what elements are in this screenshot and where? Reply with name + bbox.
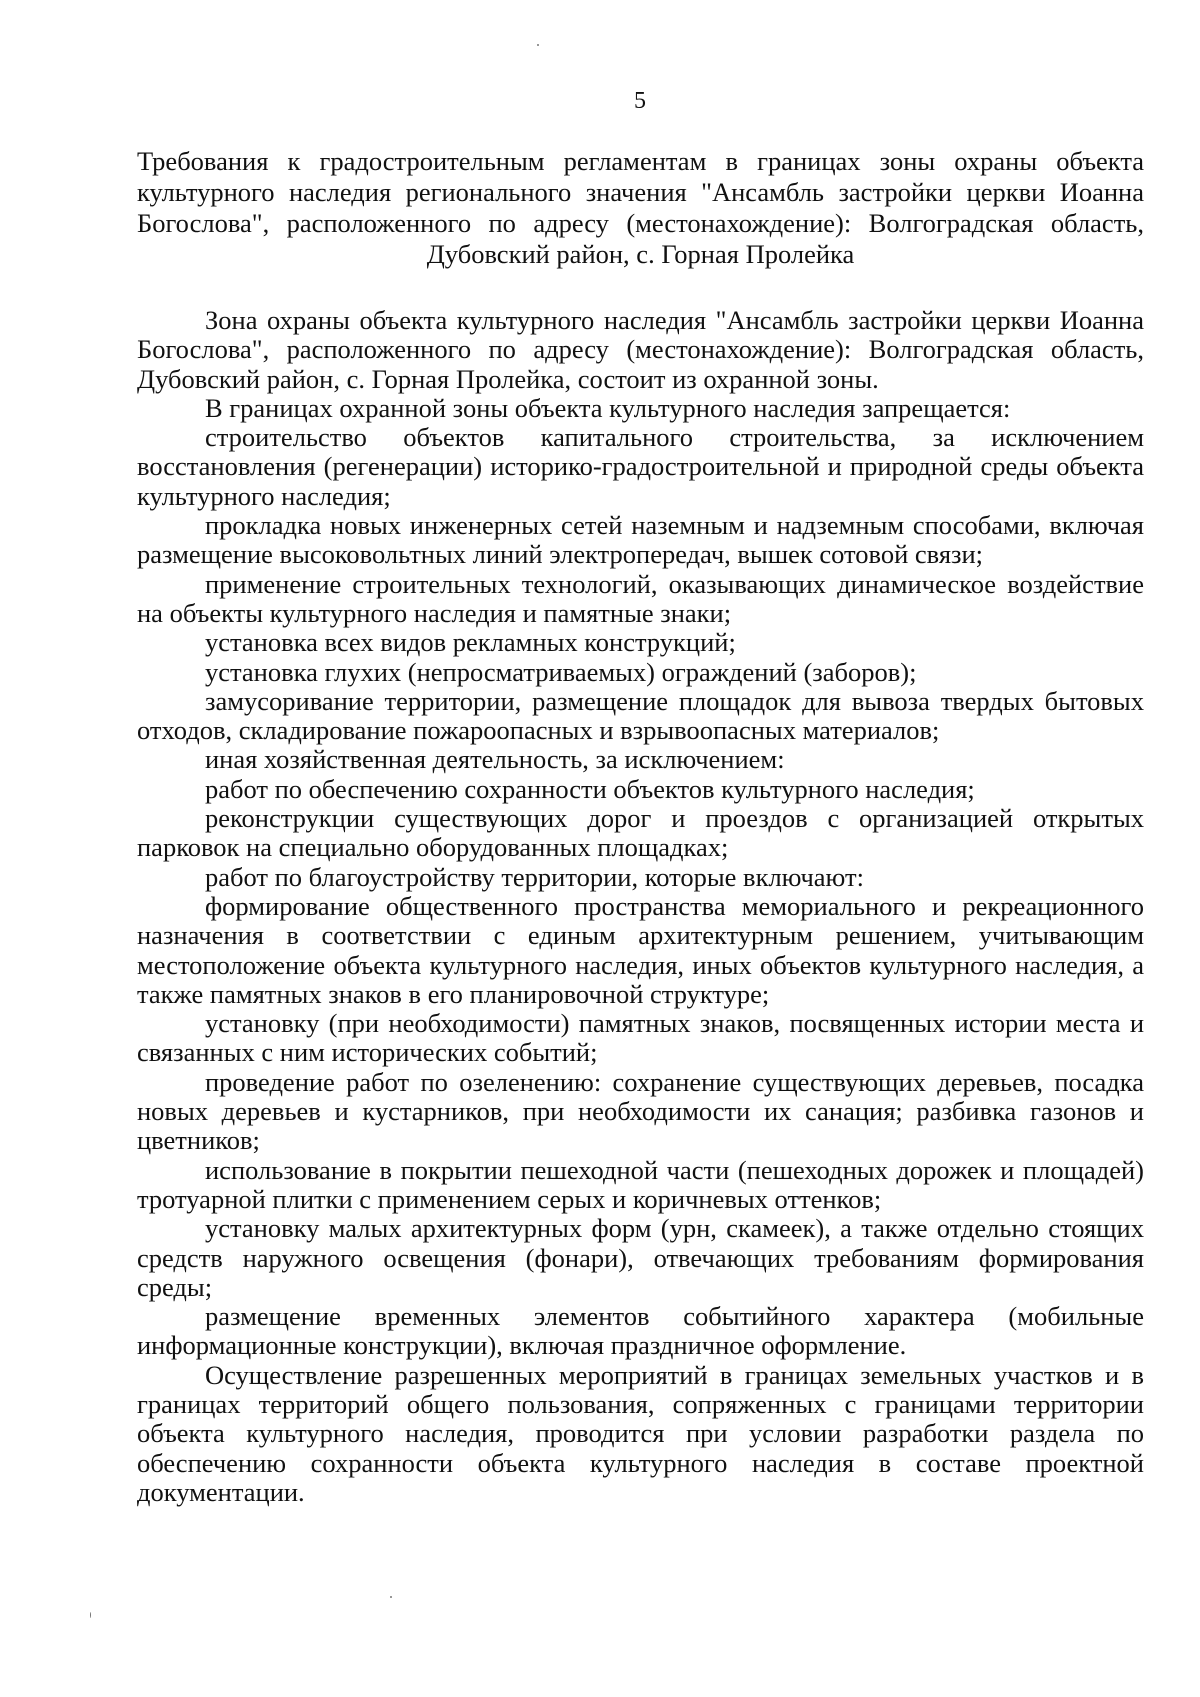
scan-speck — [537, 44, 539, 46]
paragraph-permitted-activities: Осуществление разрешенных мероприятий в границах земельных участков и в границах территорий общего пользования, сопряженных с границами территории объекта культурного наследия, проводится при условии разработки раздела по обеспечению сохранности объекта культурного наследия в составе проектной документации. — [137, 1359, 1144, 1507]
document-title-text: Требования к градостроительным регламентам в границах зоны охраны объекта культурного наследия регионального значения "Ансамбль застройки церкви Иоанна Богослова", расположенного по адресу (местонахождение): Волгоградская область, Дубовский район, с. Горная Пролейка — [137, 146, 1144, 269]
paragraph-exception-roads: реконструкции существующих дорог и проездов с организацией открытых парковок на специально оборудованных площадках; — [137, 803, 1144, 863]
scan-speck — [390, 1596, 392, 1598]
document-body — [137, 306, 1144, 1507]
paragraph-item-technologies: применение строительных технологий, оказывающих динамическое воздействие на объекты культурного наследия и памятные знаки; — [137, 568, 1144, 628]
paragraph-item-littering: замусоривание территории, размещение площадок для вывоза твердых бытовых отходов, складирование пожароопасных и взрывоопасных материалов; — [137, 685, 1144, 746]
paragraph-exception-landscaping: работ по благоустройству территории, которые включают: — [205, 861, 864, 892]
paragraph-landscaping-paving: использование в покрытии пешеходной части (пешеходных дорожек и площадей) тротуарной плитки с применением серых и коричневых оттенков; — [137, 1154, 1144, 1214]
paragraph-item-advertising: установка всех видов рекламных конструкций; — [205, 627, 736, 658]
scan-speck — [90, 1612, 91, 1618]
paragraph-item-other-activity: иная хозяйственная деятельность, за исключением: — [205, 744, 785, 775]
page-number: 5 — [634, 88, 646, 114]
paragraph-item-fences: установка глухих (непросматриваемых) ограждений (заборов); — [205, 656, 917, 687]
paragraph-exception-preservation: работ по обеспечению сохранности объектов культурного наследия; — [205, 773, 975, 804]
paragraph-prohibitions-intro: В границах охранной зоны объекта культурного наследия запрещается: — [205, 392, 1011, 423]
paragraph-item-construction: строительство объектов капитального строительства, за исключением восстановления (регенерации) историко-градостроительной и природной среды объекта культурного наследия; — [137, 422, 1144, 511]
paragraph-item-networks: прокладка новых инженерных сетей наземным и надземным способами, включая размещение высоковольтных линий электропередач, вышек сотовой связи; — [137, 510, 1144, 570]
paragraph-landscaping-public-space: формирование общественного пространства мемориального и рекреационного назначения в соответствии с единым архитектурным решением, учитывающим местоположение объекта культурного наследия, иных объектов культурного наследия, а также памятных знаков в его планировочной структуре; — [137, 890, 1144, 1009]
paragraph-landscaping-memorials: установку (при необходимости) памятных знаков, посвященных истории места и связанных с ним исторических событий; — [137, 1008, 1144, 1068]
document-title — [137, 146, 1144, 270]
paragraph-landscaping-small-forms: установку малых архитектурных форм (урн, скамеек), а также отдельно стоящих средств наружного освещения (фонари), отвечающих требованиям формирования среды; — [137, 1213, 1144, 1302]
paragraph-landscaping-temporary: размещение временных элементов событийного характера (мобильные информационные конструкции), включая праздничное оформление. — [137, 1301, 1144, 1361]
paragraph-zone-description: Зона охраны объекта культурного наследия "Ансамбль застройки церкви Иоанна Богослова", расположенного по адресу (местонахождение): Волгоградская область, Дубовский район, с. Горная Пролейка, состоит из охранной зоны. — [137, 305, 1144, 394]
paragraph-landscaping-greening: проведение работ по озеленению: сохранение существующих деревьев, посадка новых деревьев и кустарников, при необходимости их санация; разбивка газонов и цветников; — [137, 1066, 1144, 1156]
